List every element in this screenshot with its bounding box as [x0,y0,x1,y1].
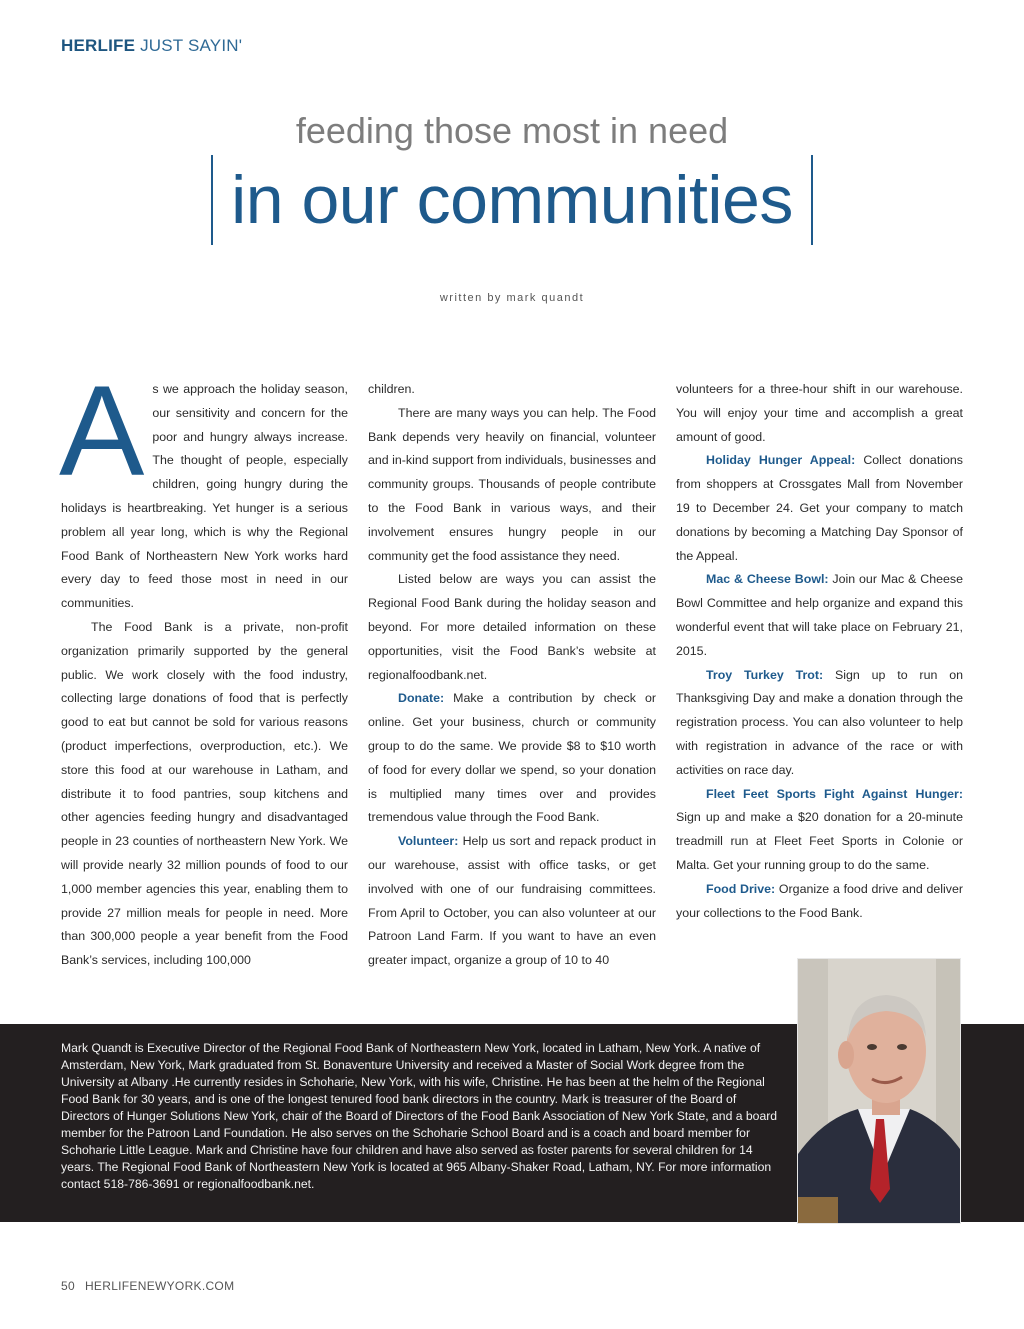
paragraph: volunteers for a three-hour shift in our warehouse. You will enjoy your time and accomplish a great amount of good. [676,382,963,444]
page-number: 50 [61,1279,75,1293]
footer-site: HERLIFENEWYORK.COM [84,1279,235,1293]
donate-lead: Donate: [398,691,445,706]
article-headline: in our communities [211,155,813,245]
drop-cap: A [59,360,145,503]
volunteer-paragraph [368,830,656,973]
headline-wrap [0,155,1024,245]
article-column-2 [368,378,656,973]
fleet-text: Sign up and make a $20 donation for a 20-minute treadmill run at Fleet Feet Sports in Colonie or Malta. Get your running group to do the same. [676,810,963,872]
paragraph: The Food Bank is a private, non-profit organization primarily supported by the general public. We work closely with the food industry, collecting large donations of food that is perfectly good to eat but cannot be sold for various reasons (product imperfections, overproduction, etc.). We store this food at our warehouse in Latham, and distribute it to food pantries, soup kitchens and other agencies feeding hungry and disadvantaged people in 23 counties of northeastern New York. We will provide nearly 32 million pounds of food to our 1,000 member agencies this year, enabling them to provide 27 million meals for people in need. More than 300,000 people a year benefit from the Food Bank’s services, including 100,000 [61,619,348,968]
troy-text: Sign up to run on Thanksgiving Day and make a donation through the registration process. You can also volunteer to help with registration in advance of the race or with activities on race day. [676,667,963,777]
holiday-lead: Holiday Hunger Appeal: [706,453,856,468]
paragraph: There are many ways you can help. The Food Bank depends very heavily on financial, volunteer and in-kind support from individuals, businesses and community groups. Thousands of people contribute to the Food Bank in various ways, and their involvement ensures hungry people in our community get the food assistance they need. [368,405,656,563]
section-name: JUST SAYIN' [140,36,243,55]
volunteer-text: Help us sort and repack product in our warehouse, assist with office tasks, or get involved with one of our fundraising committees. From April to October, you can also volunteer at our Patroon Land Farm. If you want to have an even greater impact, organize a group of 10 to 40 [368,834,656,968]
fleet-lead: Fleet Feet Sports Fight Against Hunger: [706,786,963,801]
article-column-3 [676,378,963,925]
donate-text: Make a contribution by check or online. Get your business, church or community group to do the same. We provide $8 to $10 worth of food for every dollar we spend, so your donation is multiplied many times over and provides tremendous value through the Food Bank. [368,691,656,825]
paragraph: children. [368,382,415,396]
holiday-paragraph [676,449,963,568]
mac-text: Join our Mac & Cheese Bowl Committee and help organize and expand this wonderful event that will take place on February 21, 2015. [676,572,963,658]
drive-lead: Food Drive: [706,881,776,896]
article-column-1 [59,360,348,973]
article-kicker: feeding those most in need [295,110,729,151]
paragraph-text: s we approach the holiday season, our sensitivity and concern for the poor and hungry always increase. The thought of people, especially children, going hungry during the holidays is heartbreaking. Yet hunger is a serious problem all year long, which is why the Regional Food Bank of Northeastern New York works hard every day to feed those most in need in our communities. [61,382,348,611]
paragraph [59,360,348,616]
byline: written by mark quandt [439,292,585,304]
author-bio: Mark Quandt is Executive Director of the Regional Food Bank of Northeastern New York, located in Latham, New York. A native of Amsterdam, New York, Mark graduated from St. Bonaventure University and received a Master of Social Work degree from the University at Albany .He currently resides in Schoharie, New York, with his wife, Christine. He has been at the helm of the Regional Food Bank for 30 years, and is one of the longest tenured food bank directors in the country. Mark is treasurer of the Board of Directors of Hunger Solutions New York, chair of the Board of Directors of the Food Bank Association of New York State, and a board member for the Patroon Land Foundation. He also serves on the Schoharie School Board and is a coach and board member for Schoharie Little League. Mark and Christine have four children and have also served as foster parents for several children for 14 years. The Regional Food Bank of Northeastern New York is located at 965 Albany-Shaker Road, Latham, NY. For more information contact 518-786-3691 or regionalfoodbank.net. [61,1041,778,1191]
mac-lead: Mac & Cheese Bowl: [706,572,829,587]
section-label [61,36,242,56]
magazine-brand: HERLIFE [61,36,136,55]
mac-paragraph [676,568,963,663]
troy-lead: Troy Turkey Trot: [706,667,824,682]
holiday-text: Collect donations from shoppers at Crossgates Mall from November 19 to December 24. Get your company to match donations by becoming a Matching Day Sponsor of the Appeal. [676,453,963,563]
volunteer-lead: Volunteer: [398,834,459,849]
drive-text: Organize a food drive and deliver your collections to the Food Bank. [676,881,963,920]
author-photo [797,958,961,1224]
page-footer [61,1279,234,1293]
donate-paragraph [368,687,656,830]
drive-paragraph [676,878,963,926]
troy-paragraph [676,664,963,783]
paragraph: Listed below are ways you can assist the Regional Food Bank during the holiday season and beyond. For more detailed information on these opportunities, visit the Food Bank’s website at regionalfoodbank.net. [368,572,656,682]
fleet-paragraph [676,783,963,878]
